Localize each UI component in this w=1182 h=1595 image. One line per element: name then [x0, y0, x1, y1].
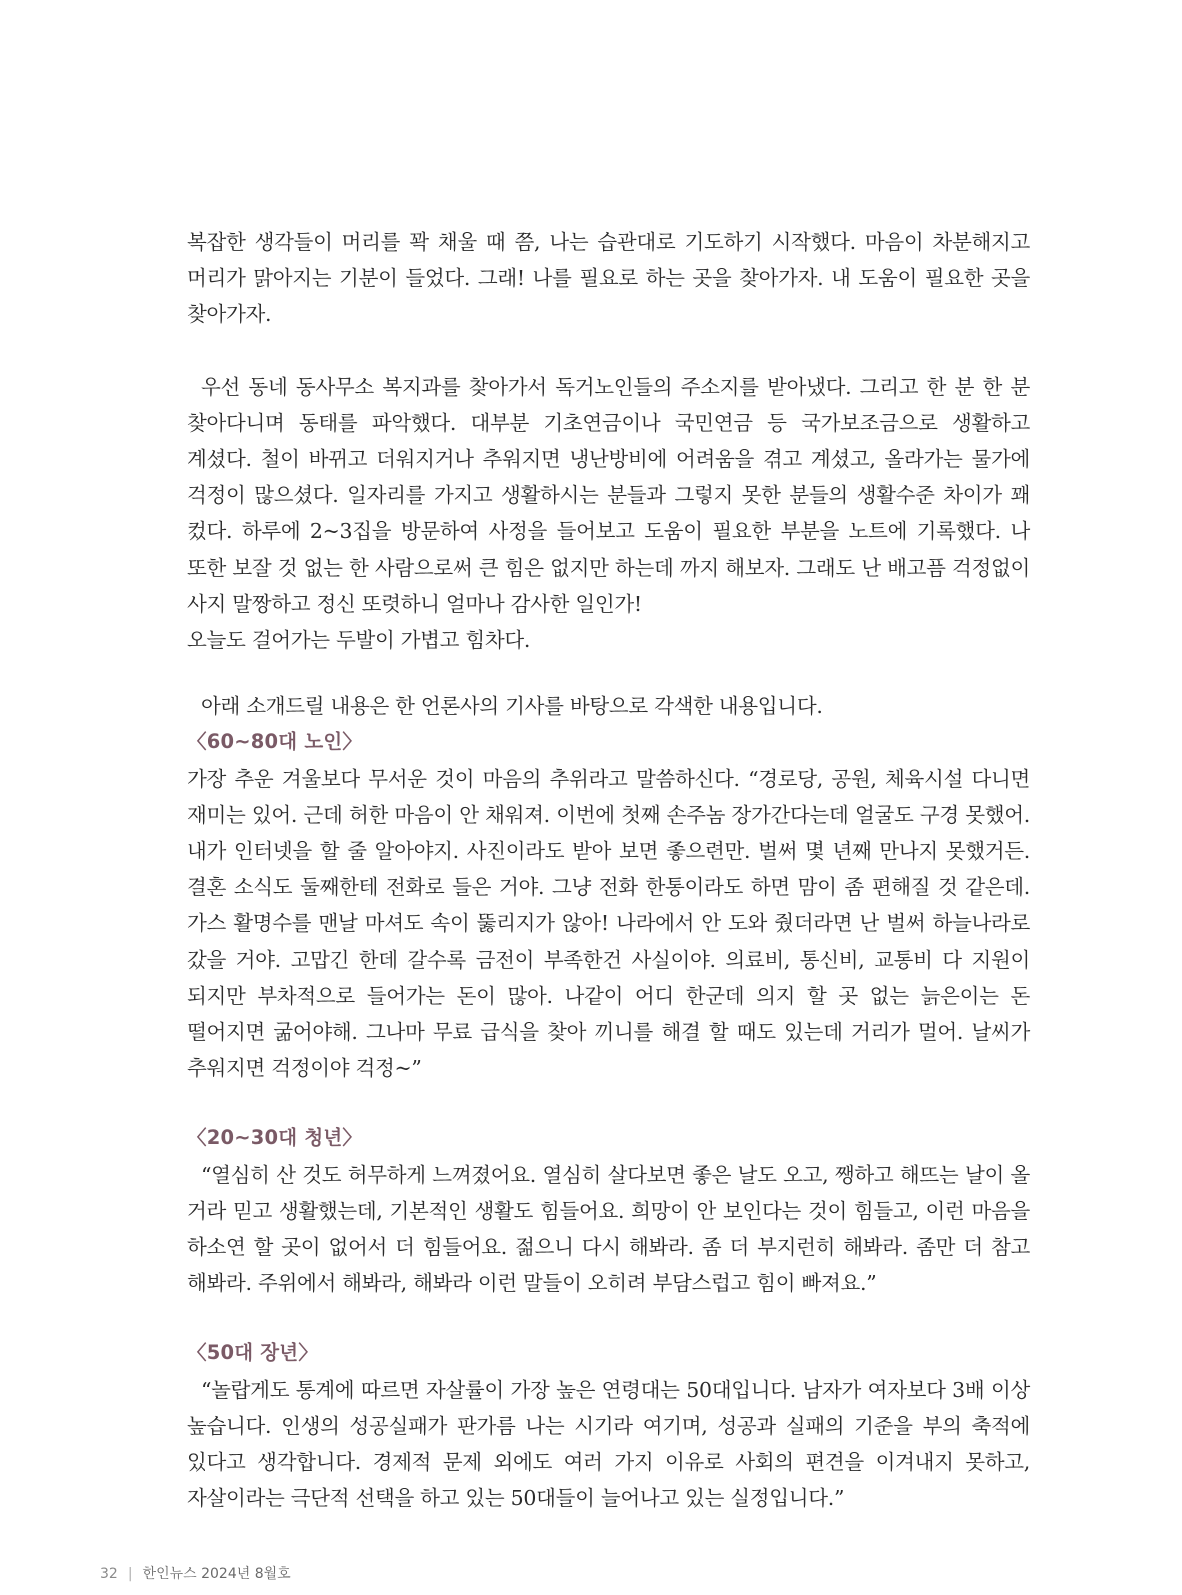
heading-youth: 〈20~30대 청년〉 [187, 1126, 363, 1150]
paragraph-youth: “열심히 산 것도 허무하게 느껴졌어요. 열심히 살다보면 좋은 날도 오고, 쨍하고 해뜨는 날이 올 거라 믿고 생활했는데, 기본적인 생활도 힘들어요. 희망이 안 보인다는 것이 힘들고, 이런 마음을 하소연 할 곳이 없어서 더 힘들어요. 젊으니 다시 해봐라. 좀 더 부지런히 해봐라. 좀만 더 참고 해봐라. 주위에서 해봐라, 해봐라 이런 말들이 오히려 부담스럽고 힘이 빠져요.” [187, 1162, 1030, 1296]
paragraph-elderly: 가장 추운 겨울보다 무서운 것이 마음의 추위라고 말씀하신다. “경로당, 공원, 체육시설 다니면 재미는 있어. 근데 허한 마음이 안 채워져. 이번에 첫째 손주놈 장가간다는데 얼굴도 구경 못했어. 내가 인터넷을 할 줄 알아야지. 사진이라도 받아 보면 좋으련만. 벌써 몇 년째 만나지 못했거든. 결혼 소식도 둘째한테 전화로 들은 거야. 그냥 전화 한통이라도 하면 맘이 좀 편해질 것 같은데. 가스 활명수를 맨날 마셔도 속이 뚫리지가 않아! 나라에서 안 도와 줬더라면 난 벌써 하늘나라로 갔을 거야. 고맙긴 한데 갈수록 금전이 부족한건 사실이야. 의료비, 통신비, 교통비 다 지원이 되지만 부차적으로 들어가는 돈이 많아. 나같이 어디 한군데 의지 할 곳 없는 늙은이는 돈 떨어지면 굶어야해. 그나마 무료 급식을 찾아 끼니를 해결 할 때도 있는데 거리가 멀어. 날씨가 추워지면 걱정이야 걱정~” [187, 766, 1030, 1081]
paragraph-prayer: 복잡한 생각들이 머리를 꽉 채울 때 쯤, 나는 습관대로 기도하기 시작했다. 마음이 차분해지고 머리가 맑아지는 기분이 들었다. 그래! 나를 필요로 하는 곳을 찾아가자. 내 도움이 필요한 곳을 찾아가자. [187, 230, 1030, 327]
footer-separator: | [127, 1566, 133, 1582]
page-footer [100, 1565, 291, 1583]
heading-middle-age: 〈50대 장년〉 [187, 1341, 319, 1365]
publication-name: 한인뉴스 2024년 8월호 [142, 1566, 291, 1582]
heading-elderly: 〈60~80대 노인〉 [187, 730, 363, 754]
paragraph-intro: 아래 소개드릴 내용은 한 언론사의 기사를 바탕으로 각색한 내용입니다. [201, 694, 823, 719]
article-body [187, 224, 1030, 1517]
paragraph-middle-age: “놀랍게도 통계에 따르면 자살률이 가장 높은 연령대는 50대입니다. 남자가 여자보다 3배 이상 높습니다. 인생의 성공실패가 판가름 나는 시기라 여기며, 성공과 실패의 기준을 부의 축적에 있다고 생각합니다. 경제적 문제 외에도 여러 가지 이유로 사회의 편견을 이겨내지 못하고, 자살이라는 극단적 선택을 하고 있는 50대들이 늘어나고 있는 실정입니다.” [187, 1377, 1030, 1511]
page-number: 32 [100, 1566, 118, 1582]
paragraph-visits: 우선 동네 동사무소 복지과를 찾아가서 독거노인들의 주소지를 받아냈다. 그리고 한 분 한 분 찾아다니며 동태를 파악했다. 대부분 기초연금이나 국민연금 등 국가보조금으로 생활하고 계셨다. 철이 바뀌고 더워지거나 추워지면 냉난방비에 어려움을 겪고 계셨고, 올라가는 물가에 걱정이 많으셨다. 일자리를 가지고 생활하시는 분들과 그렇지 못한 분들의 생활수준 차이가 꽤 컸다. 하루에 2~3집을 방문하여 사정을 들어보고 도움이 필요한 부분을 노트에 기록했다. 나 또한 보잘 것 없는 한 사람으로써 큰 힘은 없지만 하는데 까지 해보자. 그래도 난 배고픔 걱정없이 사지 말짱하고 정신 또렷하니 얼마나 감사한 일인가! [187, 374, 1030, 616]
paragraph-steps: 오늘도 걸어가는 두발이 가볍고 힘차다. [187, 628, 531, 653]
